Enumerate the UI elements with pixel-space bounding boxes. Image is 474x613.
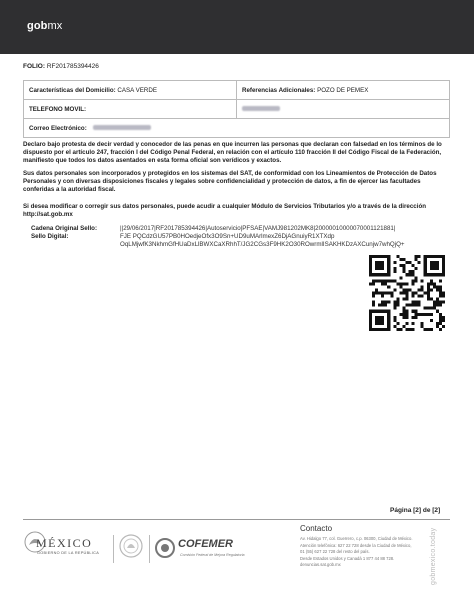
cadena-value: ||29/06/2017|RF201785394426|Autoservicio|PFSAE|VAMJ981202MK8|20000010000070001121881|	[120, 225, 396, 232]
telefono-label: TELEFONO MOVIL:	[29, 105, 87, 113]
folio-label: FOLIO:	[23, 63, 46, 70]
gobmx-logo[interactable]	[27, 20, 62, 32]
contact-phone-cdmx: Atención telefónica: 627 22 728 desde la Ciudad de México,	[300, 542, 412, 548]
sello-line-1: FJE PQCdzGU57PB0HOedjeOfx3O9Sn+UD9uMArlmexZ6DjAGnuiyR1XTXdp	[120, 233, 335, 240]
referencias-value: POZO DE PEMEX	[317, 86, 369, 94]
redacted-email	[93, 125, 151, 130]
cadena-label: Cadena Original Sello:	[31, 225, 98, 232]
table-row	[24, 100, 450, 119]
redacted-phone	[242, 106, 280, 111]
cofemer-wordmark: COFEMER	[178, 538, 233, 550]
cofemer-subtitle: Comisión Federal de Mejora Regulatoria	[180, 553, 245, 557]
table-cell	[24, 119, 450, 138]
sello-line-2: OqLMjwfK3NkhmGfHUaDxLlBWXCaXRhhT/JG2CGs3F9HK2O30ROwrmlISAKHKDzAXCunjw7whQjQ+	[120, 241, 405, 248]
table-cell	[237, 100, 450, 119]
vertical-url: gobmexico.today	[430, 527, 437, 585]
contact-phone-usa: Desde Estados Unidos y Canadá 1 877 44 88 728.	[300, 555, 395, 561]
logo-bold: gob	[27, 20, 48, 32]
table-cell	[24, 100, 237, 119]
referencias-label: Referencias Adicionales:	[242, 86, 316, 94]
contact-complaints-link[interactable]: denuncias.sat.gob.mx	[300, 562, 341, 568]
contact-title: Contacto	[300, 524, 333, 533]
national-shield-icon	[118, 531, 144, 563]
cofemer-icon	[154, 537, 176, 559]
cofemer-brand	[154, 535, 245, 563]
footer-separator	[149, 535, 150, 563]
table-cell	[24, 81, 237, 100]
gobmx-header	[0, 0, 474, 54]
qr-code	[369, 255, 445, 331]
sello-label: Sello Digital:	[31, 233, 69, 240]
logo-rest: mx	[47, 20, 63, 32]
table-row	[24, 81, 450, 100]
mexico-wordmark: MÉXICO	[36, 536, 93, 550]
modify-data-paragraph: Si desea modificar o corregir sus datos personales, puede acudir a cualquier Módulo de Servicios Tributarios y/o a través de la dirección http://sat.gob.mx	[23, 203, 427, 219]
domicilio-value: CASA VERDE	[117, 86, 157, 94]
mexico-subtitle: GOBIERNO DE LA REPÚBLICA	[37, 551, 100, 555]
footer-divider	[23, 519, 450, 520]
footer-separator	[113, 535, 114, 563]
table-cell	[237, 81, 450, 100]
contact-address: Av. Hidalgo 77, col. Guerrero, c.p. 06300, Ciudad de México.	[300, 536, 413, 541]
domicilio-label: Características del Domicilio:	[29, 86, 116, 94]
privacy-paragraph: Sus datos personales son incorporados y protegidos en los sistemas del SAT, de conformidad con los Lineamientos de Protección de Datos Personales y con diversas disposiciones fiscales y legales sobre confidencialidad y protección de datos, a fin de ejercer las facultades conferidas a la autoridad fiscal.	[23, 170, 437, 194]
info-table	[23, 80, 450, 138]
declaration-paragraph: Declaro bajo protesta de decir verdad y conocedor de las penas en que incurren las personas que declaran con falsedad en los términos de lo dispuesto por el artículo 247, fracción I del Código Penal Federal, en relación con el artículo 110 fracción II del Código Fiscal de la Federación, manifiesto que todos los datos asentados en esta forma oficial son verídicos y exactos.	[23, 141, 442, 165]
contact-block	[300, 524, 440, 569]
folio-line	[23, 63, 99, 70]
contact-phone-country: 01 (55) 627 22 728 del resto del país.	[300, 549, 370, 555]
correo-label: Correo Electrónico:	[29, 124, 87, 132]
page-number: Página [2] de [2]	[390, 507, 441, 514]
folio-value: RF201785394426	[46, 63, 99, 70]
table-row	[24, 119, 450, 138]
